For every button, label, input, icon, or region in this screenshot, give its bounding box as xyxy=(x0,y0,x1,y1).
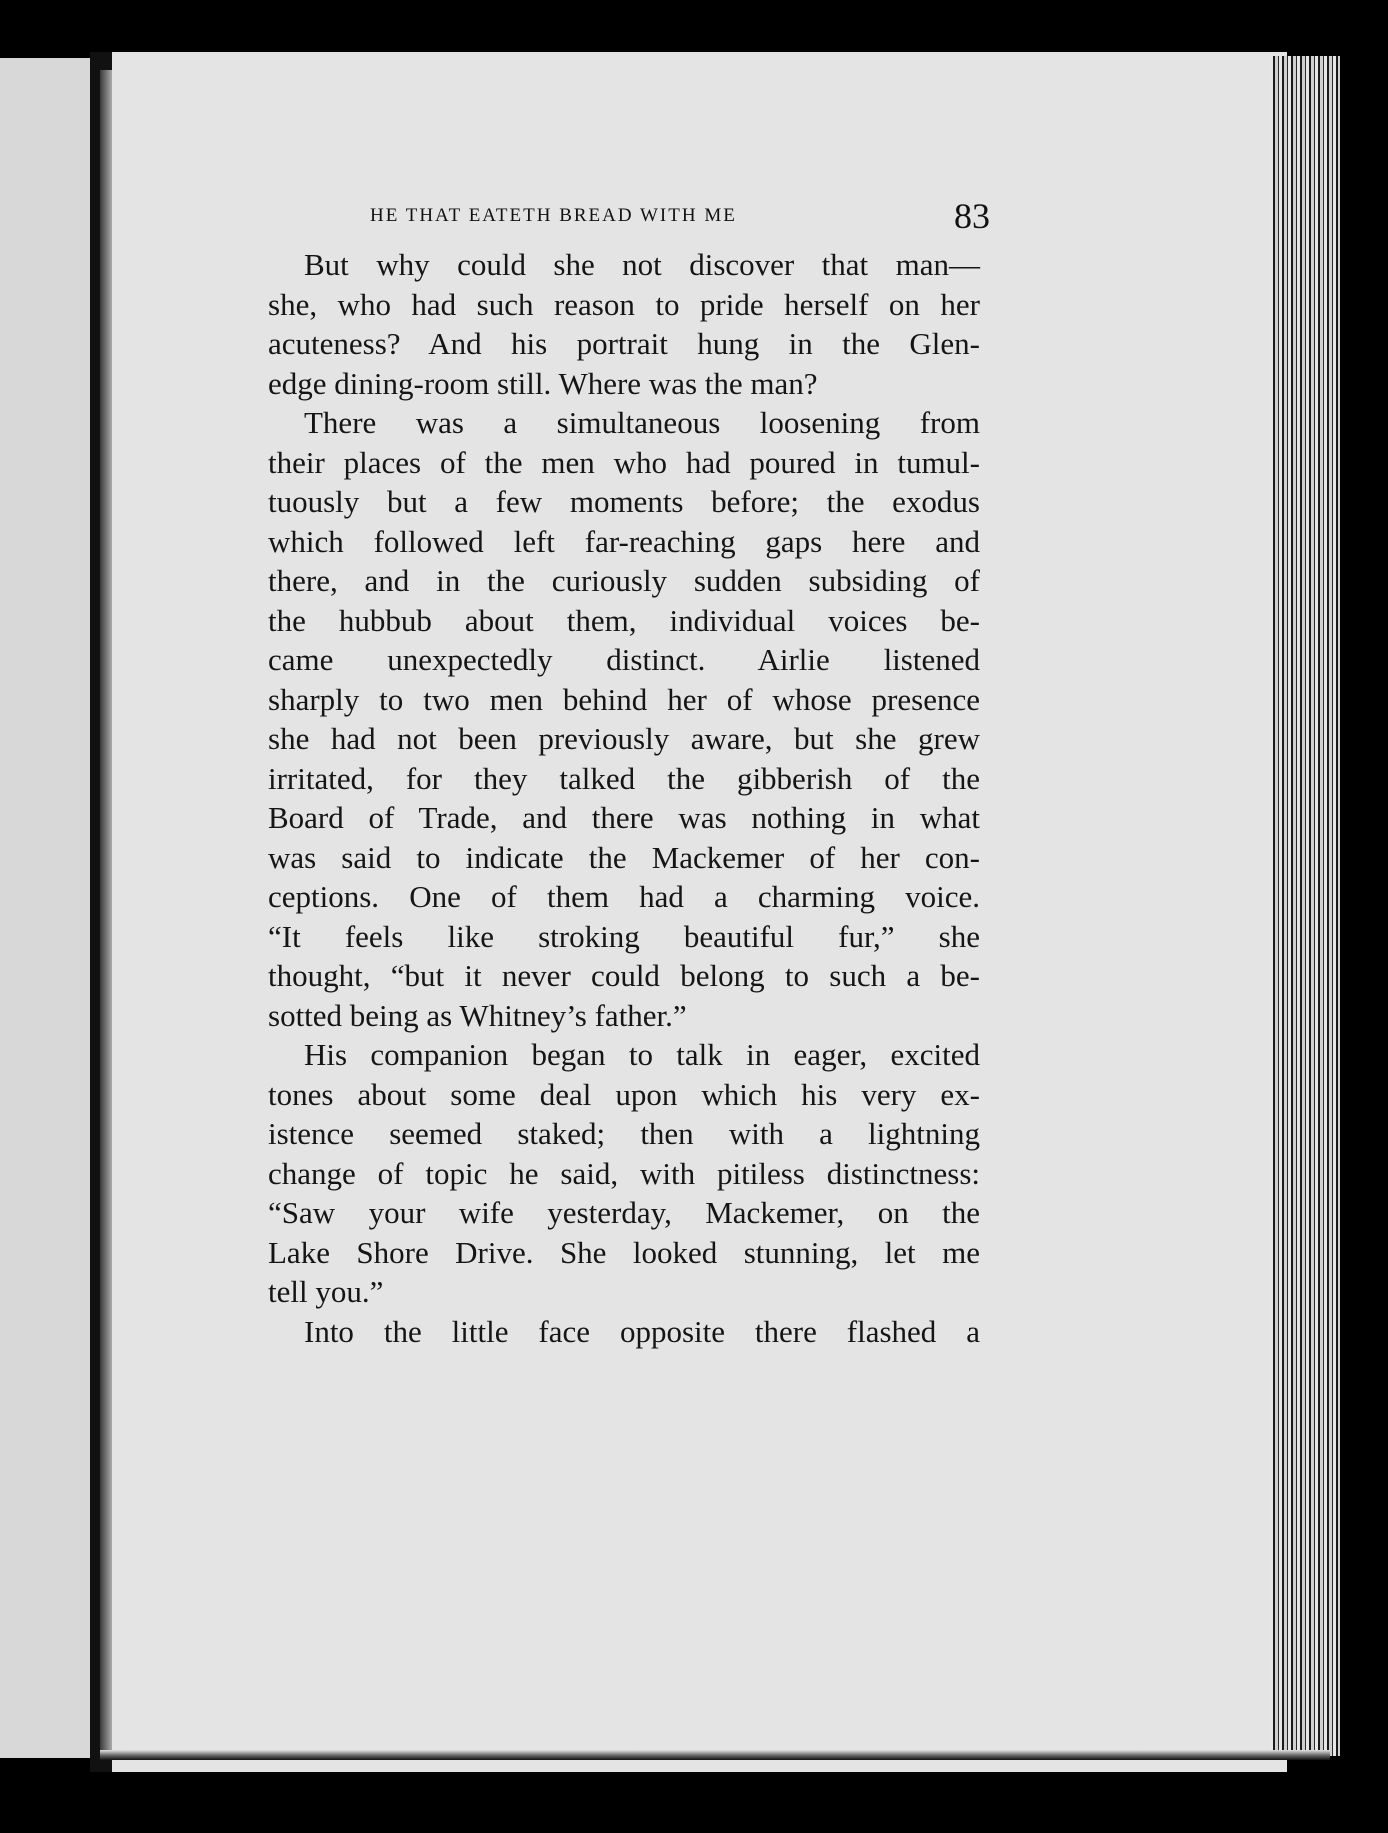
running-head: HE THAT EATETH BREAD WITH ME xyxy=(370,205,737,226)
text-line: But why could she not discover that man— xyxy=(304,247,980,282)
text-line: change of topic he said, with pitiless distinctness: xyxy=(268,1155,980,1191)
text-line: came unexpectedly distinct. Airlie listened xyxy=(268,642,980,677)
text-line: There was a simultaneous loosening from xyxy=(304,405,980,440)
text-line: which followed left far-reaching gaps here and xyxy=(268,523,980,559)
text-line: ceptions. One of them had a charming voice. xyxy=(268,879,980,914)
text-line: there, and in the curiously sudden subsiding of xyxy=(268,563,980,598)
text-line: Lake Shore Drive. She looked stunning, let me xyxy=(268,1234,980,1270)
page-number: 83 xyxy=(954,196,990,236)
page-edges-stack xyxy=(1270,56,1340,1756)
text-line: irritated, for they talked the gibberish of the xyxy=(268,760,980,796)
text-line: she had not been previously aware, but she grew xyxy=(268,721,980,756)
text-line: she, who had such reason to pride herself on her xyxy=(268,286,980,322)
text-line: “Saw your wife yesterday, Mackemer, on the xyxy=(268,1195,980,1230)
text-line: tell you.” xyxy=(268,1274,384,1309)
text-line: Board of Trade, and there was nothing in what xyxy=(268,800,980,835)
text-line: tuously but a few moments before; the exodus xyxy=(268,484,980,519)
text-line: “It feels like stroking beautiful fur,” she xyxy=(268,918,980,954)
left-page-edge xyxy=(0,58,90,1758)
text-line: thought, “but it never could belong to such a be- xyxy=(268,958,980,993)
text-line: istence seemed staked; then with a lightning xyxy=(268,1116,980,1151)
text-line: was said to indicate the Mackemer of her con- xyxy=(268,839,980,875)
text-line: the hubbub about them, individual voices be- xyxy=(268,602,980,638)
text-line: tones about some deal upon which his very ex- xyxy=(268,1076,980,1112)
text-line: His companion began to talk in eager, excited xyxy=(304,1037,980,1072)
text-line: their places of the men who had poured in tumul- xyxy=(268,444,980,480)
page-bottom-edge xyxy=(100,1750,1330,1760)
text-line: Into the little face opposite there flashed a xyxy=(304,1313,980,1349)
text-line: edge dining-room still. Where was the man? xyxy=(268,365,818,401)
text-line: acuteness? And his portrait hung in the Glen- xyxy=(268,326,980,361)
text-line: sotted being as Whitney’s father.” xyxy=(268,997,687,1033)
body-text xyxy=(268,245,980,1351)
text-line: sharply to two men behind her of whose presence xyxy=(268,681,980,717)
page-header xyxy=(370,195,990,235)
